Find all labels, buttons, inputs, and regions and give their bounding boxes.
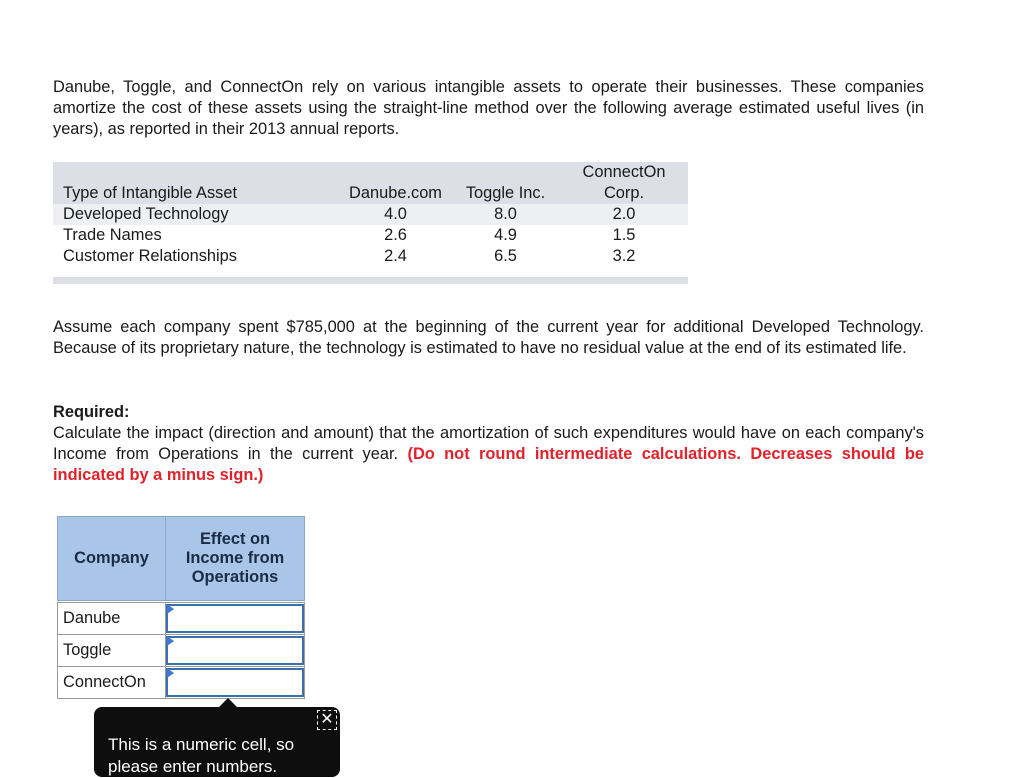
- table-row: [53, 246, 688, 267]
- danube-life: 2.4: [384, 247, 407, 265]
- numeric-cell-tooltip: [94, 707, 340, 777]
- tooltip-message: This is a numeric cell, so please enter numbers.: [108, 735, 295, 776]
- header-danube: Danube.com: [349, 184, 442, 202]
- header-toggle: Toggle Inc.: [465, 184, 546, 202]
- required-paragraph: [53, 402, 924, 486]
- danube-effect-input[interactable]: [166, 604, 304, 633]
- required-text: Calculate the impact (direction and amount) that the amortization of such expenditures would have on each company's Income from Operations in the current year.: [53, 424, 924, 463]
- table-row: [58, 667, 305, 699]
- table-footer-bar: [53, 277, 688, 284]
- header-effect: [166, 517, 305, 601]
- connecton-life: 1.5: [612, 226, 636, 244]
- header-effect-line2: Income from: [185, 549, 285, 567]
- table-row: [53, 225, 688, 246]
- toggle-life: 6.5: [494, 247, 517, 265]
- useful-lives-header: [53, 162, 688, 204]
- required-instruction: (Do not round intermediate calculations. Decreases should be indicated by a minus sign.): [53, 445, 924, 484]
- toggle-life: 8.0: [494, 205, 517, 223]
- table-row: [58, 603, 305, 635]
- cell-marker-icon: [167, 668, 174, 678]
- effect-cell: [166, 603, 305, 635]
- header-effect-line1: Effect on: [199, 530, 271, 548]
- cell-marker-icon: [167, 636, 174, 646]
- tooltip-arrow: [219, 698, 237, 707]
- table-row: [53, 204, 688, 225]
- close-icon[interactable]: ✕: [317, 710, 337, 730]
- connecton-effect-input[interactable]: [166, 668, 304, 697]
- header-connecton: [573, 162, 675, 204]
- asset-type: Developed Technology: [63, 205, 229, 223]
- intro-paragraph: Danube, Toggle, and ConnectOn rely on various intangible assets to operate their businesses. These companies amortize the cost of these assets using the straight-line method over the following average estimated useful lives (in years), as reported in their 2013 annual reports.: [53, 78, 924, 138]
- connecton-life: 2.0: [612, 205, 636, 223]
- header-effect-line3: Operations: [191, 568, 279, 586]
- asset-type: Trade Names: [63, 226, 162, 244]
- toggle-life: 4.9: [494, 226, 517, 244]
- answer-table-header: [58, 517, 305, 601]
- header-asset-type: Type of Intangible Asset: [63, 184, 238, 202]
- answer-table: [57, 516, 305, 699]
- table-row: [58, 635, 305, 667]
- connecton-life: 3.2: [612, 247, 636, 265]
- company-name: ConnectOn: [58, 667, 166, 699]
- company-name: Danube: [58, 603, 166, 635]
- company-name: Toggle: [58, 635, 166, 667]
- effect-cell: [166, 667, 305, 699]
- useful-lives-table: [53, 162, 688, 284]
- toggle-effect-input[interactable]: [166, 636, 304, 665]
- header-connecton-line2: Corp.: [603, 184, 645, 202]
- danube-life: 4.0: [384, 205, 407, 223]
- required-heading: Required:: [53, 403, 130, 421]
- cell-marker-icon: [167, 604, 174, 614]
- effect-cell: [166, 635, 305, 667]
- header-connecton-line1: ConnectOn: [582, 163, 666, 181]
- asset-type: Customer Relationships: [63, 247, 237, 265]
- danube-life: 2.6: [384, 226, 407, 244]
- header-company: Company: [58, 517, 166, 601]
- assumption-paragraph: Assume each company spent $785,000 at the beginning of the current year for additional Developed Technology. Because of its proprietary nature, the technology is estimated to have no residual value at the end of its estimated life.: [53, 318, 924, 357]
